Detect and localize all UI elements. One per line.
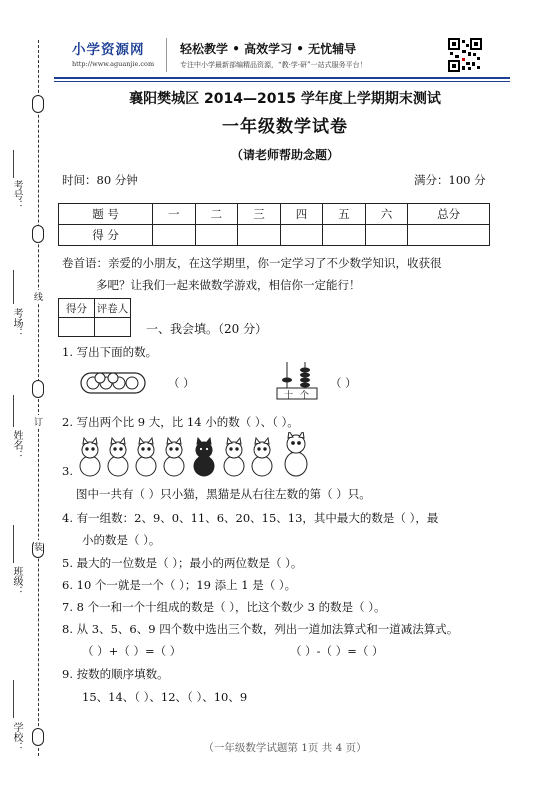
score-input-cell[interactable] [323, 225, 366, 246]
question-9: 9. 按数的顺序填数。 [62, 667, 169, 681]
score-input-cell[interactable] [280, 225, 323, 246]
question-6: 6. 10 个一就是一个（ ）；19 添上 1 是（ ）。 [62, 578, 297, 592]
binding-char-line: 线 [34, 290, 43, 303]
counting-circles-icon [80, 370, 146, 399]
header-rule [54, 81, 510, 82]
question-5: 5. 最大的一位数是（ ）；最小的两位数是（ ）。 [62, 556, 303, 570]
equation-subtraction[interactable]: （ ）-（ ）=（ ） [290, 644, 384, 658]
grader-box-label: 得分 [59, 299, 95, 318]
binding-hole [32, 225, 44, 243]
score-table-cell: 六 [365, 204, 408, 225]
side-label-banji: 班级： [11, 566, 22, 596]
question-2: 2. 写出两个比 9 大，比 14 小的数（ ）、（ ）。 [62, 415, 299, 429]
binding-char-ding: 订 [34, 415, 43, 428]
header-rule [54, 77, 510, 79]
score-table-cell: 四 [280, 204, 323, 225]
exam-title: 襄阳樊城区 2014—2015 学年度上学期期末测试 [129, 91, 441, 107]
question-3: 图中一共有（ ）只小猫，黑猫是从右往左数的第（ ）只。 [76, 487, 371, 501]
header-slogan: 轻松教学 • 高效学习 • 无忧辅导 [180, 42, 357, 56]
score-table-score-row [59, 225, 490, 246]
score-table-cell: 题 号 [59, 204, 153, 225]
question-7: 7. 8 个一和一个十组成的数是（ ），比这个数少 3 的数是（ ）。 [62, 600, 386, 614]
qr-code-icon [448, 38, 482, 72]
side-label-xingming: 姓名： [11, 430, 22, 460]
binding-dashed-line [38, 40, 39, 756]
intro-line: 卷首语：亲爱的小朋友，在这学期里，你一定学习了不少数学知识，收获很 [62, 256, 442, 270]
score-input-cell[interactable] [238, 225, 281, 246]
side-underline [13, 525, 14, 563]
answer-blank[interactable]: （ ） [168, 376, 195, 390]
side-label-xuexiao: 学校： [11, 722, 22, 752]
side-label-kaochang: 考场： [11, 308, 22, 338]
binding-hole [32, 728, 44, 746]
score-table-header-row [59, 204, 490, 225]
page-footer: （一年级数学试题第 1页 共 4 页） [203, 742, 367, 754]
exam-subject-title: 一年级数学试卷 [222, 117, 348, 137]
exam-time: 时间：80 分钟 [62, 173, 138, 187]
score-table-cell: 得 分 [59, 225, 153, 246]
score-input-cell[interactable] [153, 225, 196, 246]
section-title: 一、我会填。（20 分） [146, 322, 268, 336]
question-8: 8. 从 3、5、6、9 四个数中选出三个数，列出一道加法算式和一道减法算式。 [62, 622, 459, 636]
exam-full-score: 满分：100 分 [414, 173, 486, 187]
side-underline [13, 150, 14, 178]
side-label-kaohao: 考号： [11, 180, 22, 210]
header-divider [166, 38, 167, 72]
site-url: http://www.aguanjie.com [72, 60, 155, 68]
binding-hole [32, 95, 44, 113]
grader-box [58, 298, 131, 337]
score-table-cell: 总分 [408, 204, 490, 225]
number-sequence[interactable]: 15、14、（ ）、12、（ ）、10、9 [82, 690, 248, 704]
score-table [58, 203, 490, 246]
question-3-number: 3. [62, 464, 73, 478]
header-tagline: 专注中小学最新部编精品资源，“教·学·研”一站式服务平台！ [180, 61, 367, 69]
binding-hole [32, 380, 44, 398]
side-underline [13, 680, 14, 718]
grader-name-cell[interactable] [95, 318, 131, 337]
score-input-cell[interactable] [195, 225, 238, 246]
score-table-cell: 三 [238, 204, 281, 225]
score-table-cell: 一 [153, 204, 196, 225]
binding-char-zhuang: 装 [34, 540, 43, 553]
question-4: 4. 有一组数：2、9、0、11、6、20、15、13，其中最大的数是（ ），最 [62, 511, 439, 525]
site-logo: 小学资源网 [72, 42, 145, 58]
answer-blank[interactable]: （ ） [330, 376, 357, 390]
abacus-label: 十 个 [284, 391, 311, 401]
intro-line: 多吧？让我们一起来做数学游戏，相信你一定能行！ [96, 278, 361, 292]
score-table-cell: 二 [195, 204, 238, 225]
score-input-cell[interactable] [365, 225, 408, 246]
score-input-cell[interactable] [408, 225, 490, 246]
side-underline [13, 270, 14, 304]
side-underline [13, 395, 14, 427]
cats-picture [76, 432, 316, 481]
equation-addition[interactable]: （ ）+（ ）=（ ） [82, 644, 182, 658]
grader-score-cell[interactable] [59, 318, 95, 337]
exam-note: （请老师帮助念题） [230, 148, 339, 162]
score-table-cell: 五 [323, 204, 366, 225]
grader-box-label: 评卷人 [95, 299, 131, 318]
question-4-continued: 小的数是（ ）。 [82, 533, 161, 547]
question-1: 1. 写出下面的数。 [62, 345, 158, 359]
